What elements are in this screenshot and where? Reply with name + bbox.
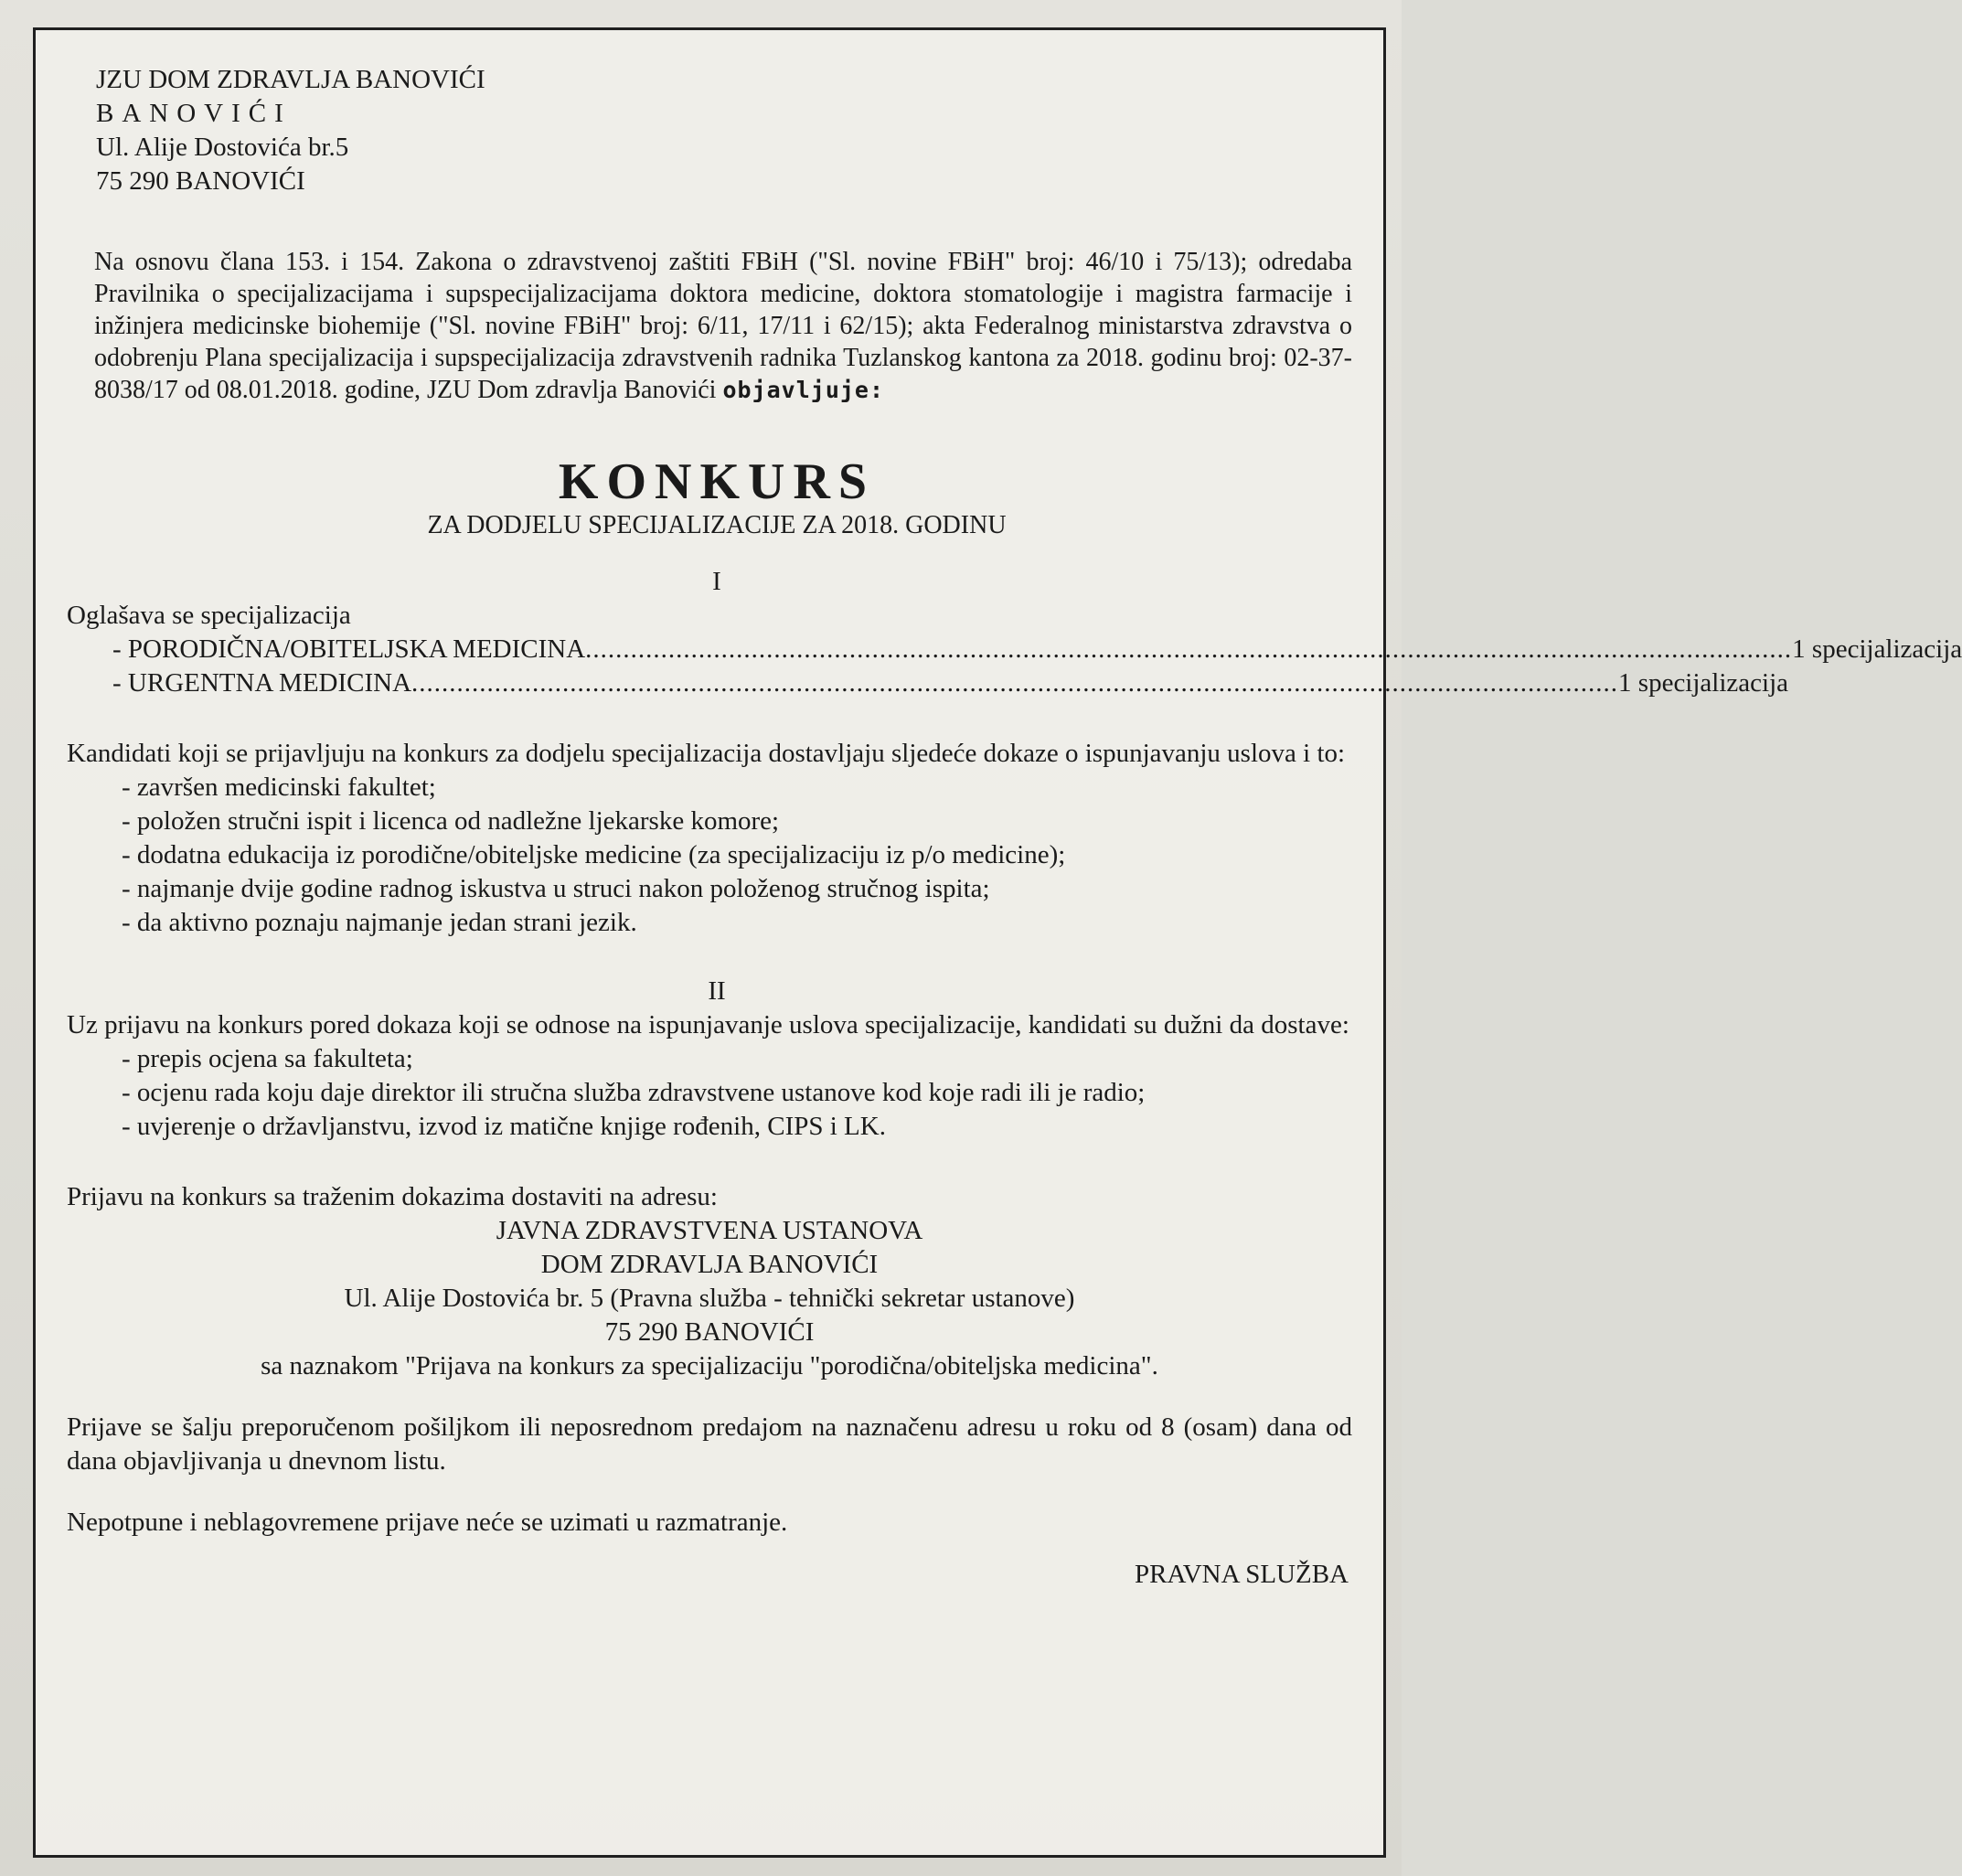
dot-leader: ................................................................................................................................................................ <box>585 634 1793 664</box>
issuer-city: BANOVIĆI <box>96 99 292 128</box>
list-item: - završen medicinski fakultet; <box>122 773 436 802</box>
address-line: JAVNA ZDRAVSTVENA USTANOVA <box>496 1216 923 1245</box>
section-1-lead: Oglašava se specijalizacija <box>67 601 351 630</box>
list-item: - da aktivno poznaju najmanje jedan strani jezik. <box>122 908 637 937</box>
conditions-intro: Kandidati koji se prijavljuju na konkurs za dodjelu specijalizacija dostavljaju sljedeće dokaze o ispunjavanju uslova i to: <box>67 739 1346 768</box>
specialization-count: 1 specijalizacija <box>1792 634 1962 664</box>
list-item: - uvjerenje o državljanstvu, izvod iz matične knjige rođenih, CIPS i LK. <box>122 1112 886 1141</box>
legal-basis-text: Na osnovu člana 153. i 154. Zakona o zdravstvenoj zaštiti FBiH ("Sl. novine FBiH" broj: 46/10 i 75/13); odredaba Pravilnika o specijalizacijama i supspecijalizacijama doktora medicine, doktora stomatologije i magistra farmacije i inžinjera medicinske biohemije ("Sl. novine FBiH" broj: 6/11, 17/11 i 62/15); akta Federalnog ministarstva zdravstva o odobrenju Plana specijalizacija i supspecijalizacija zdravstvenih radnika Tuzlanskog kantona za 2018. godinu broj: 02-37-8038/17 od 08.01.2018. godine, JZU Dom zdravlja Banovići <box>94 248 1352 404</box>
announcement-frame <box>33 27 1962 1858</box>
issuer-street: Ul. Alije Dostovića br.5 <box>96 133 349 162</box>
delivery-address <box>67 1214 1352 1383</box>
delivery-lead: Prijavu na konkurs sa traženim dokazima dostaviti na adresu: <box>67 1182 718 1211</box>
issuer-postal: 75 290 BANOVIĆI <box>96 166 305 196</box>
specialization-name: - PORODIČNA/OBITELJSKA MEDICINA <box>112 634 586 664</box>
section-2-numeral: II <box>708 976 726 1006</box>
address-line: DOM ZDRAVLJA BANOVIĆI <box>540 1250 879 1279</box>
issuer-name: JZU DOM ZDRAVLJA BANOVIĆI <box>96 65 485 94</box>
conditions-list <box>122 771 1352 940</box>
specialization-name: - URGENTNA MEDICINA <box>112 668 412 698</box>
specialization-row <box>112 633 1962 666</box>
address-line: Ul. Alije Dostovića br. 5 (Pravna služba - tehnički sekretar ustanove) <box>344 1284 1075 1313</box>
documents-intro: Uz prijavu na konkurs pored dokaza koji se odnose na ispunjavanje uslova specijalizacije, kandidati su dužni da dostave: <box>67 1010 1349 1039</box>
list-item: - ocjenu rada koju daje direktor ili stručna služba zdravstvene ustanove kod koje radi ili je radio; <box>122 1078 1146 1107</box>
delivery-note: sa naznakom "Prijava na konkurs za specijalizaciju "porodična/obiteljska medicina". <box>261 1351 1158 1380</box>
legal-basis-paragraph <box>94 246 1352 406</box>
signature: PRAVNA SLUŽBA <box>1135 1560 1349 1589</box>
announcement-title: KONKURS <box>558 453 876 510</box>
legal-basis-emphasis: objavljuje: <box>722 377 885 403</box>
dot-leader: ................................................................................................................................................................ <box>411 668 1619 698</box>
documents-list <box>122 1042 1352 1144</box>
address-line: 75 290 BANOVIĆI <box>604 1317 815 1347</box>
list-item: - najmanje dvije godine radnog iskustva u struci nakon položenog stručnog ispita; <box>122 874 990 903</box>
list-item: - položen stručni ispit i licenca od nadležne ljekarske komore; <box>122 806 780 836</box>
deadline-paragraph: Prijave se šalju preporučenom pošiljkom ili neposrednom predajom na naznačenu adresu u roku od 8 (osam) dana od dana objavljivanja u dnevnom listu. <box>67 1412 1352 1476</box>
specialization-count: 1 specijalizacija <box>1618 668 1789 698</box>
incomplete-notice: Nepotpune i neblagovremene prijave neće se uzimati u razmatranje. <box>67 1508 788 1537</box>
announcement-subtitle: ZA DODJELU SPECIJALIZACIJE ZA 2018. GODINU <box>427 511 1007 539</box>
list-item: - prepis ocjena sa fakulteta; <box>122 1044 413 1073</box>
list-item: - dodatna edukacija iz porodične/obiteljske medicine (za specijalizaciju iz p/o medicine); <box>122 840 1066 869</box>
issuer-header <box>96 63 1352 198</box>
specialization-row <box>112 666 1789 700</box>
section-1-numeral: I <box>712 567 721 596</box>
